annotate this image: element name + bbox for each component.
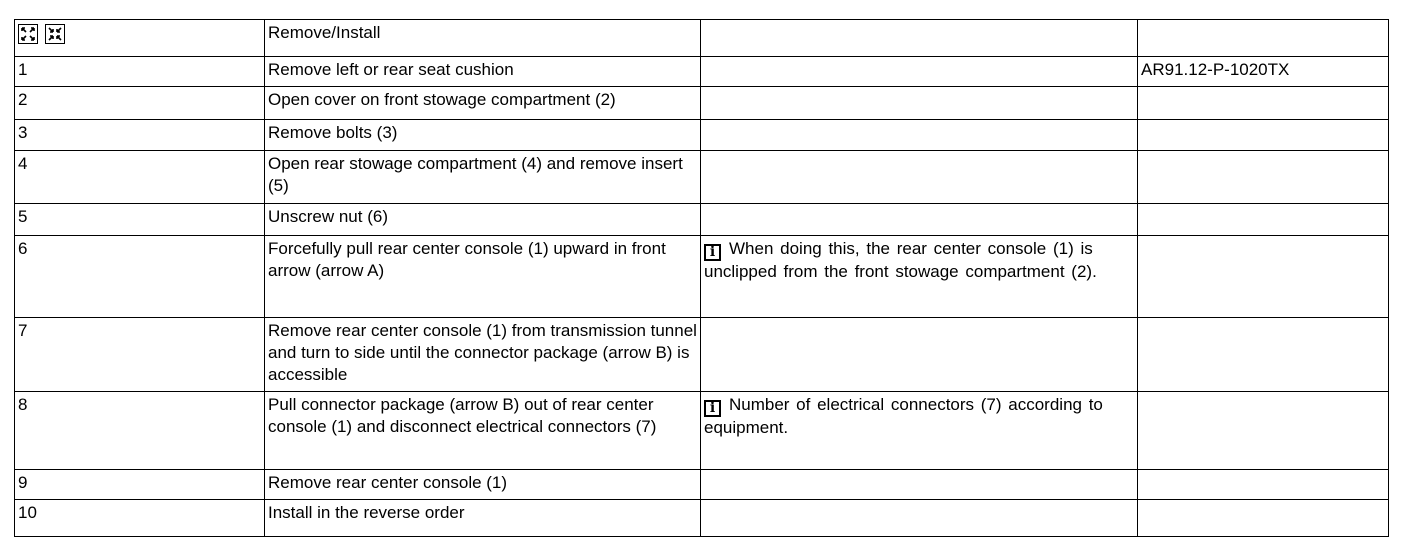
note-text: When doing this, the rear center console (1) is unclipped from the front stowage compartment (2). xyxy=(704,239,1097,281)
step-note xyxy=(701,392,1138,470)
step-row xyxy=(15,151,1389,204)
step-instruction: Pull connector package (arrow B) out of rear center console (1) and disconnect electrical connectors (7) xyxy=(265,392,701,470)
header-icons-cell xyxy=(15,20,265,57)
step-row xyxy=(15,57,1389,87)
info-icon: i xyxy=(704,244,721,261)
step-number: 1 xyxy=(15,57,265,87)
collapse-all-icon[interactable] xyxy=(45,24,65,44)
step-reference xyxy=(1138,204,1389,236)
step-instruction: Unscrew nut (6) xyxy=(265,204,701,236)
header-reference-cell xyxy=(1138,20,1389,57)
step-note xyxy=(701,318,1138,392)
step-instruction: Remove bolts (3) xyxy=(265,120,701,151)
step-reference xyxy=(1138,120,1389,151)
step-row xyxy=(15,392,1389,470)
step-note xyxy=(701,204,1138,236)
step-row xyxy=(15,500,1389,537)
info-icon: i xyxy=(704,400,721,417)
step-reference xyxy=(1138,236,1389,318)
step-number: 9 xyxy=(15,470,265,500)
step-note xyxy=(701,470,1138,500)
step-note xyxy=(701,236,1138,318)
step-row xyxy=(15,318,1389,392)
step-row xyxy=(15,236,1389,318)
step-reference xyxy=(1138,392,1389,470)
step-instruction: Open cover on front stowage compartment (2) xyxy=(265,87,701,120)
step-instruction: Remove left or rear seat cushion xyxy=(265,57,701,87)
step-reference-link[interactable]: AR91.12-P-1020TX xyxy=(1138,57,1389,87)
step-reference xyxy=(1138,151,1389,204)
step-row xyxy=(15,87,1389,120)
step-instruction: Remove rear center console (1) xyxy=(265,470,701,500)
step-instruction: Install in the reverse order xyxy=(265,500,701,537)
step-number: 8 xyxy=(15,392,265,470)
step-note xyxy=(701,500,1138,537)
step-note xyxy=(701,120,1138,151)
step-row xyxy=(15,470,1389,500)
step-number: 6 xyxy=(15,236,265,318)
step-number: 5 xyxy=(15,204,265,236)
step-note xyxy=(701,151,1138,204)
expand-all-icon[interactable] xyxy=(18,24,38,44)
step-row xyxy=(15,204,1389,236)
header-note-cell xyxy=(701,20,1138,57)
step-number: 3 xyxy=(15,120,265,151)
step-reference xyxy=(1138,318,1389,392)
step-reference xyxy=(1138,470,1389,500)
step-number: 4 xyxy=(15,151,265,204)
step-instruction: Open rear stowage compartment (4) and remove insert (5) xyxy=(265,151,701,204)
step-number: 10 xyxy=(15,500,265,537)
note-text: Number of electrical connectors (7) according to equipment. xyxy=(704,395,1103,437)
header-row xyxy=(15,20,1389,57)
step-number: 7 xyxy=(15,318,265,392)
step-row xyxy=(15,120,1389,151)
step-reference xyxy=(1138,87,1389,120)
procedure-table xyxy=(14,19,1389,537)
step-instruction: Remove rear center console (1) from transmission tunnel and turn to side until the connector package (arrow B) is accessible xyxy=(265,318,701,392)
step-number: 2 xyxy=(15,87,265,120)
step-note xyxy=(701,57,1138,87)
step-reference xyxy=(1138,500,1389,537)
step-instruction: Forcefully pull rear center console (1) upward in front arrow (arrow A) xyxy=(265,236,701,318)
step-note xyxy=(701,87,1138,120)
header-task: Remove/Install xyxy=(265,20,701,57)
